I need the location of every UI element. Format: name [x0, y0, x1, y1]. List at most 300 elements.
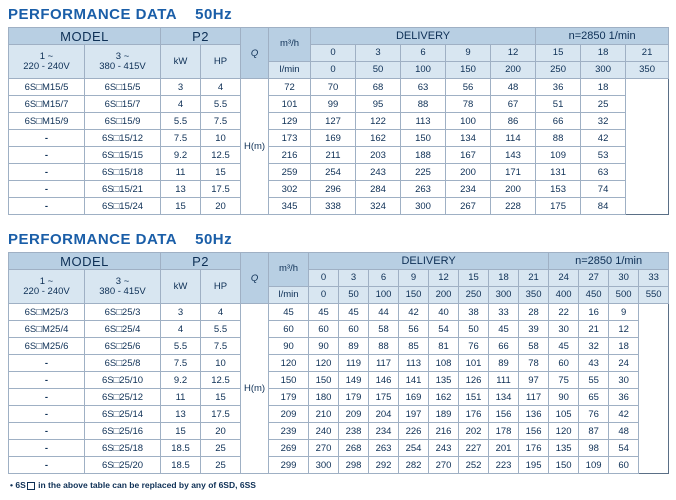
- kw-value: 11: [161, 389, 201, 406]
- head-3: 292: [369, 457, 399, 474]
- head-6: 101: [459, 355, 489, 372]
- table-2-frequency: 50Hz: [195, 231, 233, 248]
- head-2: 68: [356, 79, 401, 96]
- flow-lmin-5: 250: [536, 62, 581, 79]
- flow-lmin-6: 300: [489, 287, 519, 304]
- head-5: 270: [429, 457, 459, 474]
- head-7: 25: [581, 96, 626, 113]
- square-placeholder-icon: [27, 482, 35, 490]
- head-4: 282: [399, 457, 429, 474]
- head-2: 89: [339, 338, 369, 355]
- head-2: 60: [339, 321, 369, 338]
- flow-m3h-6: 18: [489, 270, 519, 287]
- header-delivery: DELIVERY: [311, 28, 536, 45]
- flow-m3h-0: 0: [309, 270, 339, 287]
- head-5: 81: [429, 338, 459, 355]
- table-row: [9, 113, 669, 130]
- head-2: 122: [356, 113, 401, 130]
- head-6: 131: [536, 164, 581, 181]
- head-9: 120: [549, 423, 579, 440]
- head-3: 234: [369, 423, 399, 440]
- flow-m3h-2: 6: [369, 270, 399, 287]
- head-3: 175: [369, 389, 399, 406]
- head-4: 100: [446, 113, 491, 130]
- model-1ph: 6S□M25/3: [9, 304, 85, 321]
- model-1ph: -: [9, 147, 85, 164]
- head-6: 36: [536, 79, 581, 96]
- head-9: 135: [549, 440, 579, 457]
- head-6: 109: [536, 147, 581, 164]
- kw-value: 18.5: [161, 457, 201, 474]
- head-11: 54: [609, 440, 639, 457]
- head-11: 24: [609, 355, 639, 372]
- header-phase-3: [85, 45, 161, 79]
- kw-value: 4: [161, 96, 201, 113]
- table-1-title-text: PERFORMANCE DATA: [8, 6, 178, 23]
- header-model: MODEL: [9, 253, 161, 270]
- head-7: 63: [581, 164, 626, 181]
- head-3: 58: [369, 321, 399, 338]
- hp-value: 10: [201, 355, 241, 372]
- header-p2: P2: [161, 253, 241, 270]
- head-0: 120: [269, 355, 309, 372]
- head-3: 263: [369, 440, 399, 457]
- flow-lmin-3: 150: [399, 287, 429, 304]
- head-label: H(m): [241, 304, 269, 474]
- head-3: 225: [401, 164, 446, 181]
- flow-lmin-11: 550: [639, 287, 669, 304]
- flow-m3h-10: 30: [609, 270, 639, 287]
- header-phase-1-voltage: 220 - 240V: [23, 60, 70, 72]
- kw-value: 13: [161, 181, 201, 198]
- head-9: 105: [549, 406, 579, 423]
- head-3: 204: [369, 406, 399, 423]
- head-3: 300: [401, 198, 446, 215]
- model-3ph: 6S□15/15: [85, 147, 161, 164]
- head-5: 143: [491, 147, 536, 164]
- hp-value: 15: [201, 164, 241, 181]
- head-5: 67: [491, 96, 536, 113]
- head-6: 126: [459, 372, 489, 389]
- model-1ph: -: [9, 198, 85, 215]
- head-2: 149: [339, 372, 369, 389]
- head-6: 175: [536, 198, 581, 215]
- head-5: 40: [429, 304, 459, 321]
- head-4: 200: [446, 164, 491, 181]
- header-phase-3-voltage: 380 - 415V: [99, 285, 146, 297]
- head-7: 89: [489, 355, 519, 372]
- header-speed: n=2850 1/min: [549, 253, 669, 270]
- model-1ph: 6S□M25/6: [9, 338, 85, 355]
- hp-value: 4: [201, 79, 241, 96]
- head-5: 243: [429, 440, 459, 457]
- head-2: 243: [356, 164, 401, 181]
- table-2-header-row: [9, 253, 669, 270]
- head-1: 300: [309, 457, 339, 474]
- flow-m3h-5: 15: [459, 270, 489, 287]
- head-7: 84: [581, 198, 626, 215]
- head-3: 150: [401, 130, 446, 147]
- head-1: 99: [311, 96, 356, 113]
- head-8: 39: [519, 321, 549, 338]
- model-3ph: 6S□25/18: [85, 440, 161, 457]
- head-7: 201: [489, 440, 519, 457]
- table-row: [9, 423, 669, 440]
- model-1ph: -: [9, 164, 85, 181]
- header-phase-3-symbol: 3 ~: [115, 50, 130, 62]
- table-row: [9, 321, 669, 338]
- model-3ph: 6S□15/7: [85, 96, 161, 113]
- model-3ph: 6S□25/16: [85, 423, 161, 440]
- model-1ph: -: [9, 181, 85, 198]
- head-4: 78: [446, 96, 491, 113]
- head-11: 18: [609, 338, 639, 355]
- kw-value: 18.5: [161, 440, 201, 457]
- head-11: 30: [609, 372, 639, 389]
- header-phase-1-symbol: 1 ~: [39, 275, 54, 287]
- head-5: 200: [491, 181, 536, 198]
- head-7: 42: [581, 130, 626, 147]
- flow-lmin-10: 500: [609, 287, 639, 304]
- kw-value: 5.5: [161, 113, 201, 130]
- flow-lmin-8: 400: [549, 287, 579, 304]
- head-2: 45: [339, 304, 369, 321]
- head-0: 150: [269, 372, 309, 389]
- model-1ph: 6S□M15/5: [9, 79, 85, 96]
- model-1ph: -: [9, 355, 85, 372]
- kw-value: 3: [161, 304, 201, 321]
- head-4: 134: [446, 130, 491, 147]
- flow-lmin-7: 350: [626, 62, 669, 79]
- head-10: 98: [579, 440, 609, 457]
- head-8: 28: [519, 304, 549, 321]
- table-1-header-row: [9, 28, 669, 45]
- head-10: 87: [579, 423, 609, 440]
- head-1: 90: [309, 338, 339, 355]
- header-phase-3-voltage: 380 - 415V: [99, 60, 146, 72]
- head-10: 43: [579, 355, 609, 372]
- head-0: 302: [269, 181, 311, 198]
- head-0: 239: [269, 423, 309, 440]
- head-1: 180: [309, 389, 339, 406]
- head-2: 298: [339, 457, 369, 474]
- model-1ph: -: [9, 130, 85, 147]
- head-11: 9: [609, 304, 639, 321]
- head-6: 88: [536, 130, 581, 147]
- header-p2: P2: [161, 28, 241, 45]
- model-3ph: 6S□25/10: [85, 372, 161, 389]
- flow-lmin-0: 0: [309, 287, 339, 304]
- head-9: 90: [549, 389, 579, 406]
- hp-value: 25: [201, 457, 241, 474]
- flow-lmin-2: 100: [369, 287, 399, 304]
- table-row: [9, 198, 669, 215]
- kw-value: 7.5: [161, 130, 201, 147]
- head-4: 234: [446, 181, 491, 198]
- head-8: 78: [519, 355, 549, 372]
- head-5: 114: [491, 130, 536, 147]
- head-5: 48: [491, 79, 536, 96]
- model-1ph: -: [9, 372, 85, 389]
- footnote: [0, 474, 676, 490]
- model-3ph: 6S□25/3: [85, 304, 161, 321]
- section-spacer: [0, 215, 676, 225]
- header-units: [269, 253, 309, 287]
- header-phase-1-symbol: 1 ~: [39, 50, 54, 62]
- flow-m3h-1: 3: [356, 45, 401, 62]
- head-5: 54: [429, 321, 459, 338]
- table-2-title: [0, 225, 676, 252]
- header-kw: kW: [161, 45, 201, 79]
- head-1: 211: [311, 147, 356, 164]
- head-2: 95: [356, 96, 401, 113]
- table-2-flow-m3h-row: [9, 270, 669, 287]
- hp-value: 20: [201, 198, 241, 215]
- unit-lmin: l/min: [269, 287, 309, 304]
- head-9: 75: [549, 372, 579, 389]
- flow-m3h-7: 21: [519, 270, 549, 287]
- flow-m3h-0: 0: [311, 45, 356, 62]
- head-0: 173: [269, 130, 311, 147]
- head-0: 299: [269, 457, 309, 474]
- table-row: [9, 338, 669, 355]
- head-6: 252: [459, 457, 489, 474]
- head-1: 169: [311, 130, 356, 147]
- head-6: 153: [536, 181, 581, 198]
- head-0: 269: [269, 440, 309, 457]
- table-1-title: [0, 0, 676, 27]
- table-row: [9, 440, 669, 457]
- flow-m3h-1: 3: [339, 270, 369, 287]
- head-2: 203: [356, 147, 401, 164]
- head-5: 216: [429, 423, 459, 440]
- table-1-flow-m3h-row: [9, 45, 669, 62]
- head-3: 63: [401, 79, 446, 96]
- head-label: H(m): [241, 79, 269, 215]
- hp-value: 15: [201, 389, 241, 406]
- head-0: 45: [269, 304, 309, 321]
- header-units: [269, 28, 311, 62]
- hp-value: 5.5: [201, 321, 241, 338]
- hp-value: 7.5: [201, 113, 241, 130]
- head-1: 210: [309, 406, 339, 423]
- head-8: 176: [519, 440, 549, 457]
- flow-m3h-2: 6: [401, 45, 446, 62]
- flow-m3h-4: 12: [429, 270, 459, 287]
- head-9: 22: [549, 304, 579, 321]
- performance-table-1: [8, 27, 669, 215]
- model-3ph: 6S□15/24: [85, 198, 161, 215]
- table-row: [9, 389, 669, 406]
- head-1: 127: [311, 113, 356, 130]
- table-1-frequency: 50Hz: [195, 6, 233, 23]
- head-0: 60: [269, 321, 309, 338]
- head-0: 216: [269, 147, 311, 164]
- header-hp: HP: [201, 45, 241, 79]
- head-3: 88: [369, 338, 399, 355]
- head-6: 227: [459, 440, 489, 457]
- flow-m3h-3: 9: [446, 45, 491, 62]
- header-phase-1-voltage: 220 - 240V: [23, 285, 70, 297]
- model-1ph: 6S□M25/4: [9, 321, 85, 338]
- flow-lmin-1: 50: [356, 62, 401, 79]
- hp-value: 17.5: [201, 406, 241, 423]
- head-5: 135: [429, 372, 459, 389]
- head-6: 50: [459, 321, 489, 338]
- kw-value: 3: [161, 79, 201, 96]
- table-row: [9, 130, 669, 147]
- head-7: 66: [489, 338, 519, 355]
- head-1: 296: [311, 181, 356, 198]
- head-7: 45: [489, 321, 519, 338]
- kw-value: 11: [161, 164, 201, 181]
- head-11: 48: [609, 423, 639, 440]
- flow-m3h-7: 21: [626, 45, 669, 62]
- head-5: 108: [429, 355, 459, 372]
- kw-value: 15: [161, 423, 201, 440]
- flow-m3h-3: 9: [399, 270, 429, 287]
- model-1ph: -: [9, 389, 85, 406]
- head-2: 209: [339, 406, 369, 423]
- table-row: [9, 457, 669, 474]
- head-4: 56: [399, 321, 429, 338]
- head-4: 169: [399, 389, 429, 406]
- flow-lmin-7: 350: [519, 287, 549, 304]
- performance-table-2: [8, 252, 669, 474]
- table-row: [9, 96, 669, 113]
- unit-lmin: l/min: [269, 62, 311, 79]
- head-6: 151: [459, 389, 489, 406]
- model-1ph: 6S□M15/9: [9, 113, 85, 130]
- head-6: 66: [536, 113, 581, 130]
- head-9: 60: [549, 355, 579, 372]
- flow-m3h-8: 24: [549, 270, 579, 287]
- model-1ph: -: [9, 457, 85, 474]
- hp-value: 25: [201, 440, 241, 457]
- model-3ph: 6S□25/20: [85, 457, 161, 474]
- head-4: 113: [399, 355, 429, 372]
- head-0: 179: [269, 389, 309, 406]
- flow-lmin-0: 0: [311, 62, 356, 79]
- table-row: [9, 355, 669, 372]
- model-1ph: 6S□M15/7: [9, 96, 85, 113]
- head-2: 268: [339, 440, 369, 457]
- head-7: 18: [581, 79, 626, 96]
- head-11: 42: [609, 406, 639, 423]
- head-6: 76: [459, 338, 489, 355]
- head-10: 76: [579, 406, 609, 423]
- head-4: 226: [399, 423, 429, 440]
- head-6: 51: [536, 96, 581, 113]
- head-7: 33: [489, 304, 519, 321]
- footnote-prefix: 6S: [15, 480, 26, 490]
- head-8: 97: [519, 372, 549, 389]
- head-8: 136: [519, 406, 549, 423]
- hp-value: 7.5: [201, 338, 241, 355]
- head-0: 345: [269, 198, 311, 215]
- header-model: MODEL: [9, 28, 161, 45]
- footnote-bullet: •: [10, 480, 13, 490]
- head-2: 284: [356, 181, 401, 198]
- head-1: 150: [309, 372, 339, 389]
- flow-lmin-1: 50: [339, 287, 369, 304]
- flow-lmin-4: 200: [429, 287, 459, 304]
- head-0: 101: [269, 96, 311, 113]
- head-2: 324: [356, 198, 401, 215]
- hp-value: 20: [201, 423, 241, 440]
- head-3: 263: [401, 181, 446, 198]
- head-3: 146: [369, 372, 399, 389]
- head-9: 150: [549, 457, 579, 474]
- header-q: Q: [241, 28, 269, 79]
- table-row: [9, 79, 669, 96]
- table-row: [9, 147, 669, 164]
- unit-m3h: m³/h: [280, 38, 300, 50]
- head-3: 188: [401, 147, 446, 164]
- head-10: 65: [579, 389, 609, 406]
- head-7: 32: [581, 113, 626, 130]
- head-11: 36: [609, 389, 639, 406]
- table-row: [9, 372, 669, 389]
- flow-m3h-4: 12: [491, 45, 536, 62]
- head-0: 72: [269, 79, 311, 96]
- head-5: 162: [429, 389, 459, 406]
- head-1: 338: [311, 198, 356, 215]
- head-7: 156: [489, 406, 519, 423]
- flow-lmin-9: 450: [579, 287, 609, 304]
- head-5: 189: [429, 406, 459, 423]
- head-8: 156: [519, 423, 549, 440]
- unit-m3h: m³/h: [279, 263, 299, 275]
- head-10: 32: [579, 338, 609, 355]
- head-3: 117: [369, 355, 399, 372]
- table-2-title-text: PERFORMANCE DATA: [8, 231, 178, 248]
- head-2: 162: [356, 130, 401, 147]
- head-2: 119: [339, 355, 369, 372]
- kw-value: 9.2: [161, 147, 201, 164]
- kw-value: 15: [161, 198, 201, 215]
- header-speed: n=2850 1/min: [536, 28, 669, 45]
- header-phase-1: [9, 270, 85, 304]
- head-1: 120: [309, 355, 339, 372]
- head-5: 86: [491, 113, 536, 130]
- model-1ph: -: [9, 440, 85, 457]
- model-3ph: 6S□15/5: [85, 79, 161, 96]
- head-8: 58: [519, 338, 549, 355]
- head-1: 70: [311, 79, 356, 96]
- header-phase-1: [9, 45, 85, 79]
- head-7: 223: [489, 457, 519, 474]
- head-4: 267: [446, 198, 491, 215]
- head-4: 42: [399, 304, 429, 321]
- model-1ph: -: [9, 406, 85, 423]
- head-1: 270: [309, 440, 339, 457]
- head-1: 45: [309, 304, 339, 321]
- model-3ph: 6S□25/4: [85, 321, 161, 338]
- head-4: 254: [399, 440, 429, 457]
- head-4: 56: [446, 79, 491, 96]
- header-phase-3: [85, 270, 161, 304]
- flow-m3h-6: 18: [581, 45, 626, 62]
- footnote-text: in the above table can be replaced by any of 6SD, 6SS: [38, 480, 256, 490]
- head-11: 12: [609, 321, 639, 338]
- head-9: 45: [549, 338, 579, 355]
- header-q: Q: [241, 253, 269, 304]
- model-3ph: 6S□15/21: [85, 181, 161, 198]
- model-3ph: 6S□25/8: [85, 355, 161, 372]
- kw-value: 5.5: [161, 338, 201, 355]
- head-3: 88: [401, 96, 446, 113]
